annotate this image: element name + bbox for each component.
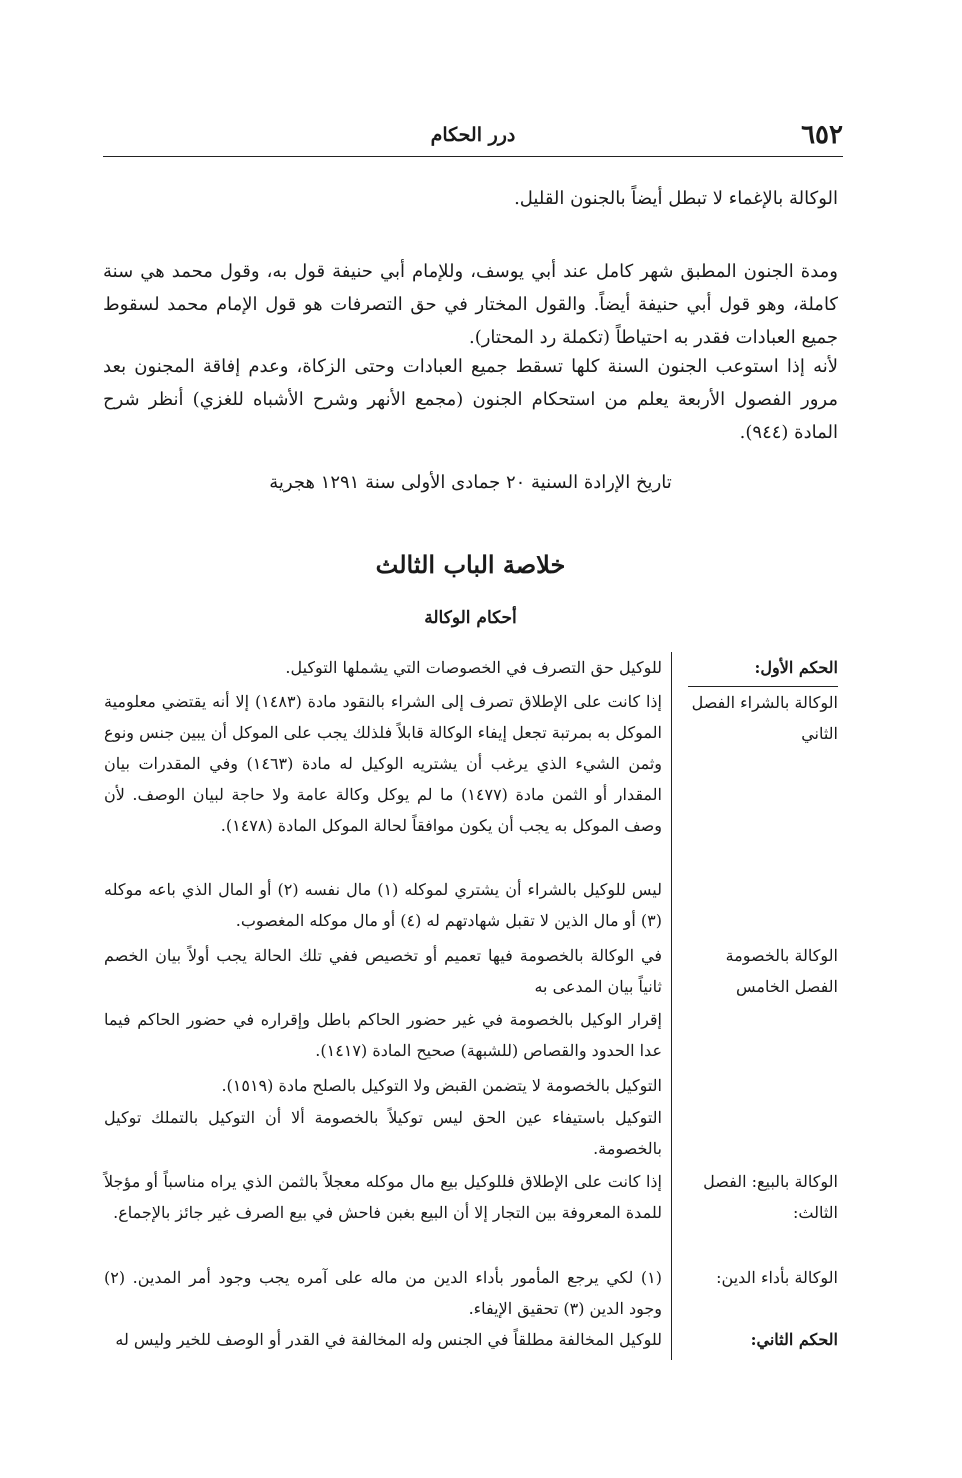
ruling-label: الوكالة بالخصومة الفصل الخامس — [725, 946, 838, 996]
column-divider — [671, 652, 672, 1360]
ruling-text: إقرار الوكيل بالخصومة في غير حضور الحاكم باطل وإقراره في حضور الحاكم فيما عدا الحدود والقصاص (للشبهة) صحيح المادة (١٤١٧). — [104, 1010, 662, 1060]
rulings-table — [103, 652, 838, 1362]
ruling-text: للوكيل المخالفة مطلقاً في الجنس وله المخالفة في القدر أو الوصف للخير وليس له — [115, 1330, 662, 1349]
ruling-label: الوكالة بأداء الدين: — [716, 1268, 838, 1287]
ruling-text: التوكيل بالخصومة لا يتضمن القبض ولا التوكيل بالصلح مادة (١٥١٩). — [221, 1076, 662, 1095]
ruling-text: ليس للوكيل بالشراء أن يشتري لموكله (١) مال نفسه (٢) أو المال الذي باعه موكله (٣) أو مال الذين لا تقبل شهادتهم له (٤) أو مال موكله المغصوب. — [104, 880, 663, 930]
running-title: درر الحكام — [430, 124, 516, 146]
paragraph: ومدة الجنون المطبق شهر كامل عند أبي يوسف، وللإمام أبي حنيفة قول به، وقول محمد هي سنة كاملة، وهو قول أبي حنيفة أيضاً. والقول المختار في حق التصرفات هو قول الإمام محمد لسقوط جميع العبادات فقدر به احتياطاً (تكملة رد المحتار). — [103, 261, 838, 348]
decree-date: تاريخ الإرادة السنية ٢٠ جمادى الأولى سنة ١٢٩١ هجرية — [269, 472, 672, 493]
ruling-text: التوكيل باستيفاء عين الحق ليس توكيلاً بالخصومة ألا أن التوكيل بالتملك توكيل بالخصومة. — [104, 1108, 662, 1158]
ruling-label: الحكم الأول: — [754, 658, 838, 677]
page-number: ٦٥٢ — [801, 120, 843, 150]
paragraph: لأنه إذا استوعب الجنون السنة كلها تسقط جميع العبادات وحتى الزكاة، وعدم إفاقة المجنون بعد مرور الفصول الأربعة يعلم من استحكام الجنون (مجمع الأنهر وشرح الأشباه للغزي) أنظر شرح المادة (٩٤٤). — [103, 356, 838, 443]
ruling-text: للوكيل حق التصرف في الخصوصات التي يشملها التوكيل. — [285, 658, 662, 677]
ruling-label: الوكالة بالشراء الفصل الثاني — [688, 686, 838, 749]
section-title: خلاصة الباب الثالث — [375, 550, 566, 579]
ruling-text: إذا كانت على الإطلاق فللوكيل بيع مال موكله معجلاً بالثمن الذي يراه مناسباً أو مؤجلاً للمدة المعروفة بين التجار إلا أن البيع بغبن فاحش في بيع الصرف غير جائز بالإجماع. — [104, 1172, 663, 1222]
ruling-text: إذا كانت على الإطلاق تصرف إلى الشراء بالنقود مادة (١٤٨٣) إلا أنه يقتضي معلومية الموكل به بمرتبة تجعل إيفاء الوكالة قابلاً فلذلك يجب على الموكل أن يبين جنس ونوع وثمن الشيء الذي يرغب أن يشتريه الوكيل له مادة (١٤٦٣) وفي المقدرات بيان المقدار أو الثمن مادة (١٤٧٧) ما لم يوكل وكالة عامة ولا حاجة لبيان الوصف. لأن وصف الموكل به يجب أن يكون موافقاً لحالة الموكل المادة (١٤٧٨). — [104, 692, 663, 835]
ruling-label: الوكالة بالبيع: الفصل الثالث: — [703, 1172, 838, 1222]
ruling-label: الحكم الثاني: — [750, 1330, 838, 1349]
running-header — [103, 120, 843, 157]
ruling-text: (١) لكي يرجع المأمور بأداء الدين من ماله على آمره يجب وجود أمر المدين. (٢) وجود الدين (٣) تحقيق الإيفاء. — [104, 1268, 662, 1318]
subsection-title: أحكام الوكالة — [424, 608, 517, 628]
ruling-text: في الوكالة بالخصومة فيها تعميم أو تخصيص ففي تلك الحالة يجب أولاً بيان الخصم ثانياً بيان المدعى به — [104, 946, 662, 996]
paragraph: الوكالة بالإغماء لا تبطل أيضاً بالجنون القليل. — [514, 188, 838, 209]
